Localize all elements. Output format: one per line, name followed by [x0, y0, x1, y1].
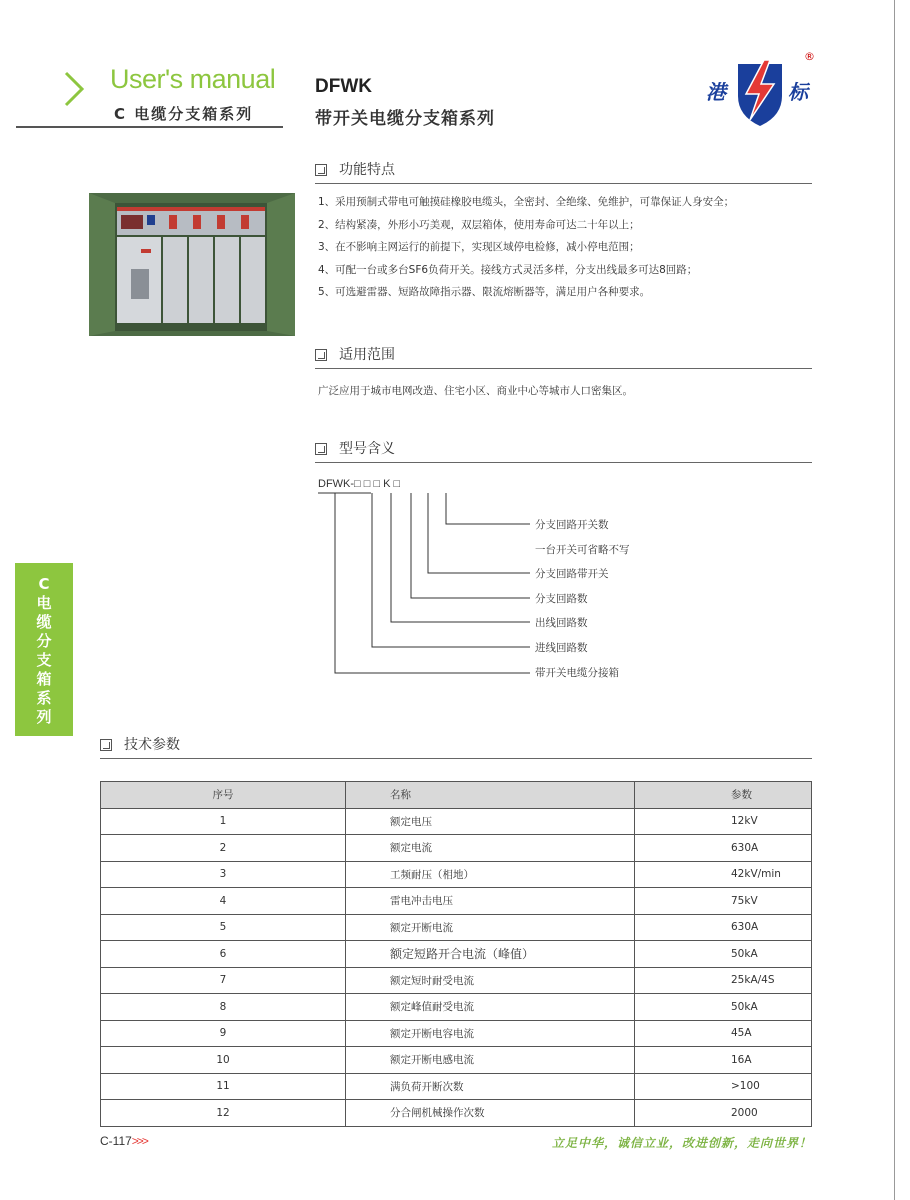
cabinet-photo: [89, 193, 295, 336]
cell-name: 额定电流: [346, 835, 635, 862]
cell-name: 额定短路开合电流（峰值）: [346, 941, 635, 968]
table-row: [101, 888, 812, 915]
triple-chevron-icon: >>>: [131, 1134, 147, 1148]
registered-mark: ®: [804, 50, 815, 63]
table-row: [101, 1020, 812, 1047]
table-row: [101, 1073, 812, 1100]
chevron-right-icon: [62, 70, 86, 108]
cell-index: 12: [101, 1100, 346, 1127]
cell-index: 10: [101, 1047, 346, 1074]
lightning-shield-icon: [734, 58, 786, 128]
page-number: [100, 1134, 147, 1148]
side-tab-char: 电: [36, 594, 52, 612]
cell-name: 分合闸机械操作次数: [346, 1100, 635, 1127]
model-label: 分支回路开关数: [535, 519, 609, 531]
section-rule: [100, 758, 812, 759]
section-rule: [315, 368, 812, 369]
model-title: 型号含义: [339, 441, 395, 457]
side-tab-char: 缆: [36, 613, 52, 631]
feature-item: 5、可选避雷器、短路故障指示器、限流熔断器等，满足用户各种要求。: [318, 286, 651, 298]
side-tab-char: C: [38, 575, 50, 593]
cell-name: 满负荷开断次数: [346, 1073, 635, 1100]
cell-name: 额定开断电流: [346, 914, 635, 941]
cell-value: 25kA/4S: [635, 967, 812, 994]
product-model: DFWK: [315, 76, 372, 97]
cell-index: 6: [101, 941, 346, 968]
cell-index: 3: [101, 861, 346, 888]
cell-name: 额定开断电容电流: [346, 1020, 635, 1047]
model-section-header: [315, 437, 812, 463]
cell-name: 工频耐压（相地）: [346, 861, 635, 888]
table-row: [101, 1047, 812, 1074]
cell-name: 额定开断电感电流: [346, 1047, 635, 1074]
table-header-row: [101, 782, 812, 809]
cell-index: 2: [101, 835, 346, 862]
model-label: 出线回路数: [535, 617, 588, 629]
side-tab-char: 系: [36, 689, 52, 707]
model-code: DFWK-□ □ □ K □: [318, 478, 401, 490]
model-label: 分支回路数: [535, 593, 588, 605]
cell-name: 额定电压: [346, 808, 635, 835]
footer-slogan: 立足中华，诚信立业，改进创新，走向世界！: [551, 1136, 812, 1150]
table-row: [101, 967, 812, 994]
scope-section-header: [315, 343, 812, 369]
cell-value: 630A: [635, 835, 812, 862]
series-name: C 电缆分支箱系列: [114, 105, 254, 123]
cell-index: 5: [101, 914, 346, 941]
model-label: 带开关电缆分接箱: [535, 667, 619, 679]
cell-value: 12kV: [635, 808, 812, 835]
table-row: [101, 861, 812, 888]
cell-name: 雷电冲击电压: [346, 888, 635, 915]
section-rule: [315, 462, 812, 463]
table-row: [101, 914, 812, 941]
cell-index: 4: [101, 888, 346, 915]
model-label: 一台开关可省略不写: [535, 544, 630, 556]
cell-value: 16A: [635, 1047, 812, 1074]
cell-name: 额定峰值耐受电流: [346, 994, 635, 1021]
header-cell-name: 名称: [346, 782, 635, 809]
cell-value: 42kV/min: [635, 861, 812, 888]
table-row: [101, 941, 812, 968]
scope-text: 广泛应用于城市电网改造、住宅小区、商业中心等城市人口密集区。: [318, 385, 633, 397]
features-section-header: [315, 158, 812, 184]
header-cell-index: 序号: [101, 782, 346, 809]
model-label: 进线回路数: [535, 642, 588, 654]
cell-value: 50kA: [635, 994, 812, 1021]
scope-title: 适用范围: [339, 347, 395, 363]
checkbox-arrow-icon: [315, 349, 327, 361]
cell-index: 8: [101, 994, 346, 1021]
feature-item: 3、在不影响主网运行的前提下，实现区域停电检修，减小停电范围；: [318, 241, 640, 253]
page-number-text: C-117: [100, 1134, 132, 1148]
cell-value: 630A: [635, 914, 812, 941]
product-subtitle: 带开关电缆分支箱系列: [315, 109, 495, 129]
cell-value: 45A: [635, 1020, 812, 1047]
features-list: [318, 191, 818, 304]
features-title: 功能特点: [339, 162, 395, 178]
side-tab-char: 箱: [36, 670, 52, 688]
params-title: 技术参数: [124, 737, 180, 753]
cell-value: >100: [635, 1073, 812, 1100]
side-tab-char: 支: [36, 651, 52, 669]
checkbox-arrow-icon: [100, 739, 112, 751]
table-row: [101, 808, 812, 835]
side-tab-text: [15, 575, 73, 727]
cell-value: 75kV: [635, 888, 812, 915]
manual-title: User's manual: [110, 64, 276, 94]
cell-index: 1: [101, 808, 346, 835]
cell-name: 额定短时耐受电流: [346, 967, 635, 994]
cell-value: 2000: [635, 1100, 812, 1127]
table-row: [101, 835, 812, 862]
model-leader-lines: [315, 476, 535, 681]
cell-index: 7: [101, 967, 346, 994]
checkbox-arrow-icon: [315, 164, 327, 176]
table-row: [101, 1100, 812, 1127]
feature-item: 4、可配一台或多台SF6负荷开关。接线方式灵活多样，分支出线最多可达8回路；: [318, 263, 698, 276]
brand-logo: [704, 50, 819, 132]
checkbox-arrow-icon: [315, 443, 327, 455]
cell-value: 50kA: [635, 941, 812, 968]
feature-item: 1、采用预制式带电可触摸硅橡胶电缆头，全密封、全绝缘、免维护，可靠保证人身安全；: [318, 196, 735, 208]
side-tab-char: 列: [36, 708, 52, 726]
feature-item: 2、结构紧凑，外形小巧美观，双层箱体，使用寿命可达二十年以上；: [318, 218, 640, 231]
table-row: [101, 994, 812, 1021]
header-divider: [16, 126, 283, 128]
brand-char-1: 港: [706, 80, 726, 104]
side-tab-char: 分: [36, 632, 52, 650]
header-cell-value: 参数: [635, 782, 812, 809]
section-rule: [315, 183, 812, 184]
model-label: 分支回路带开关: [535, 568, 609, 580]
brand-char-2: 标: [788, 80, 808, 104]
side-tab: [15, 563, 73, 736]
cell-index: 11: [101, 1073, 346, 1100]
cell-index: 9: [101, 1020, 346, 1047]
params-section-header: [100, 733, 812, 759]
params-table: [100, 781, 812, 1127]
